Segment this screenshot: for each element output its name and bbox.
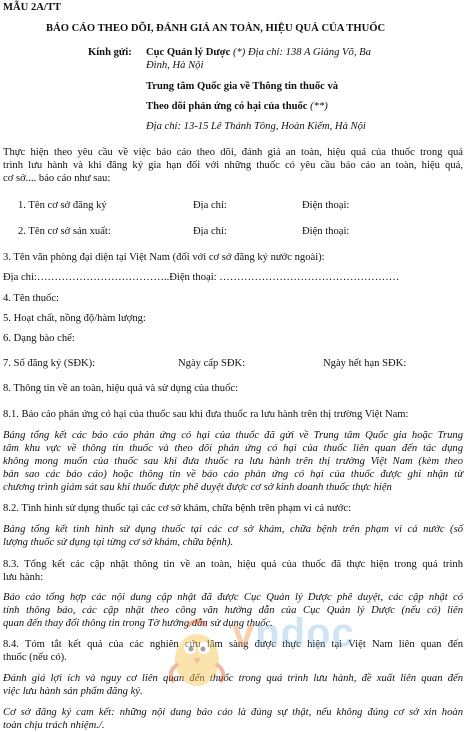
bird-mascot-icon	[160, 614, 234, 696]
item-8-heading: 8. Thông tin về an toàn, hiệu quả và sử dụng của thuốc:	[3, 383, 239, 394]
intro-line: trình lưu hành và khi đăng ký gia hạn đối với những thuốc có yêu cầu báo cáo an toàn, hiệu quả,	[3, 160, 463, 171]
section-8-1-body-line: Bảng tổng kết các báo cáo phản ứng có hại của thuốc đã gửi về Trung tâm Quốc gia hoặc Trung	[3, 430, 463, 441]
item-5-active-ingredient: 5. Hoạt chất, nồng độ/hàm lượng:	[3, 313, 146, 324]
intro-line: cơ sở.... báo cáo như sau:	[3, 173, 111, 184]
section-8-3-body-line: tính thông báo, các cập nhật theo công văn hướng dẫn của Cục Quản lý Dược (nếu có) liên	[3, 605, 463, 616]
item-2-label: 2. Tên cơ sở sản xuất:	[18, 226, 111, 237]
section-8-2-body-line: lượng thuốc sử dụng tại từng cơ sở khám, chữa bệnh).	[3, 537, 234, 548]
item-1-phone: Điện thoại:	[302, 200, 350, 211]
recipient-org2-line1: Trung tâm Quốc gia về Thông tin thuốc và	[146, 81, 339, 92]
item-2-address: Địa chỉ:	[193, 226, 227, 237]
item-2-phone: Điện thoại:	[302, 226, 350, 237]
section-8-3-body-line: Báo cáo tổng hợp các nội dung cập nhật đã được Cục Quản lý Dược phê duyệt, các cập nhật có	[3, 592, 463, 603]
section-8-1-body-line: bản sao các báo cáo) hoặc thông tin về báo cáo phản ứng có hại của thuốc được ghi nhận từ	[3, 469, 463, 480]
item-1-label: 1. Tên cơ sở đăng ký	[18, 200, 107, 211]
commitment-line: toàn chịu trách nhiệm./.	[3, 720, 105, 731]
org2-name: Theo dõi phản ứng có hại của thuốc	[146, 101, 308, 112]
item-3-address-line: Địa chỉ:………………………………..Điện thoại: ……………………………………………	[3, 272, 400, 283]
section-8-4-body-line: việc lưu hành sản phẩm đăng ký.	[3, 686, 143, 697]
section-8-1-body-line: tâm khu vực về thông tin thuốc và theo dõi phản ứng có hại của thuốc liên quan đến tác dụng	[3, 443, 463, 454]
section-8-2-body-line: Bảng tổng kết tình hình sử dụng thuốc tại các cơ sở khám, chữa bệnh trên phạm vi cả nước (số	[3, 524, 463, 535]
item-3-label: 3. Tên văn phòng đại diện tại Việt Nam (đối với cơ sở đăng ký nước ngoài):	[3, 252, 325, 263]
commitment-line: Cơ sở đăng ký cam kết: những nội dung báo cáo là đúng sự thật, nếu không đúng cơ sở xin hoàn	[3, 707, 463, 718]
org1-address-line2: Đình, Hà Nội	[146, 60, 204, 71]
watermark-logo: vndoc	[232, 611, 355, 655]
org1-address: (*) Địa chỉ: 138 A Giảng Võ, Ba	[232, 47, 371, 58]
org2-note: (**)	[310, 101, 328, 112]
org2-address: Địa chỉ: 13-15 Lê Thánh Tông, Hoàn Kiếm, Hà Nội	[146, 121, 366, 132]
recipient-label: Kính gửi:	[88, 47, 132, 58]
item-4-drug-name: 4. Tên thuốc:	[3, 293, 59, 304]
section-8-1-body-line: không mong muốn của thuốc sau khi đưa thuốc ra lưu hành trên thị trường Việt Nam (kèm theo	[3, 456, 463, 467]
intro-line: Thực hiện theo yêu cầu về việc báo cáo theo dõi, đánh giá an toàn, hiệu quả của thuốc trong quá	[3, 147, 463, 158]
recipient-org1	[146, 46, 371, 59]
section-8-3-heading: 8.3. Tổng kết các cập nhật thông tin về an toàn, hiệu quả của thuốc đã thực hiện trong quá trình	[3, 559, 463, 570]
section-8-1-body-line: chương trình giám sát sau khi thuốc được phê duyệt được cơ sở kinh doanh thuốc thực hiện	[3, 482, 392, 493]
item-1-address: Địa chỉ:	[193, 200, 227, 211]
item-7-expiry-date: Ngày hết hạn SĐK:	[323, 358, 407, 369]
section-8-3-body-line: quan đến thay đổi thông tin trong Tờ hướng dẫn sử dụng thuốc.	[3, 618, 273, 629]
item-7-issue-date: Ngày cấp SĐK:	[178, 358, 246, 369]
document-title: BÁO CÁO THEO DÕI, ĐÁNH GIÁ AN TOÀN, HIỆU QUẢ CỦA THUỐC	[46, 23, 386, 34]
section-8-4-heading: 8.4. Tóm tắt kết quả của các nghiên cứu lâm sàng được thực hiện tại Việt Nam liên quan đến	[3, 639, 463, 650]
section-8-3-heading: lưu hành:	[3, 572, 44, 583]
item-6-dosage-form: 6. Dạng bào chế:	[3, 333, 75, 344]
section-8-1-heading: 8.1. Báo cáo phản ứng có hại của thuốc sau khi đưa thuốc ra lưu hành trên thị trường Việt Nam:	[3, 409, 409, 420]
section-8-4-body-line: Đánh giá lợi ích và nguy cơ liên quan đến thuốc trong quá trình lưu hành, đề xuất liên quan đến	[3, 673, 463, 684]
section-8-4-heading: thuốc (nếu có).	[3, 652, 67, 663]
org1-name: Cục Quản lý Dược	[146, 47, 231, 58]
recipient-org2-line2	[146, 100, 328, 113]
section-8-2-heading: 8.2. Tình hình sử dụng thuốc tại các cơ sở khám, chữa bệnh trên phạm vi cả nước:	[3, 503, 352, 514]
form-code: MẪU 2A/TT	[3, 2, 61, 13]
item-7-label: 7. Số đăng ký (SĐK):	[3, 358, 96, 369]
